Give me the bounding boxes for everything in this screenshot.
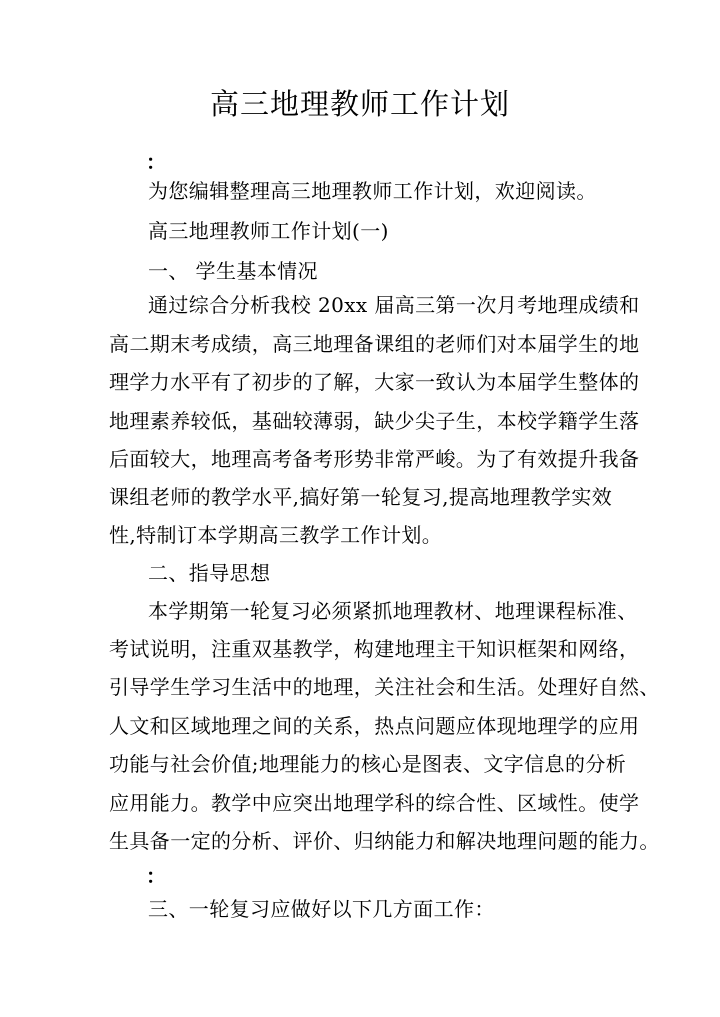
paragraph-line: 高二期末考成绩，高三地理备课组的老师们对本届学生的地 (109, 332, 640, 356)
colon-mark: ： (146, 150, 166, 174)
paragraph-line: 本学期第一轮复习必须紧抓地理教材、地理课程标准、 (148, 599, 638, 623)
paragraph-line: 生具备一定的分析、评价、归纳能力和解决地理问题的能力。 (109, 829, 660, 853)
paragraph-line: 后面较大，地理高考备考形势非常严峻。为了有效提升我备 (109, 447, 640, 471)
document-title: 高三地理教师工作计划 (209, 87, 510, 121)
paragraph-line: 理学力水平有了初步的了解，大家一致认为本届学生整体的 (109, 370, 640, 394)
paragraph-line: 性,特制订本学期高三教学工作计划。 (109, 523, 443, 547)
intro-paragraph: 为您编辑整理高三地理教师工作计划，欢迎阅读。 (148, 179, 597, 203)
paragraph-line: 通过综合分析我校 20xx 届高三第一次月考地理成绩和 (148, 293, 640, 317)
paragraph-line: 课组老师的教学水平,搞好第一轮复习,提高地理教学实效 (109, 485, 613, 509)
paragraph-line: 应用能力。教学中应突出地理学科的综合性、区域性。使学 (109, 791, 640, 815)
paragraph-line: 人文和区域地理之间的关系，热点问题应体现地理学的应用 (109, 714, 640, 738)
section-heading-review-work: 三、一轮复习应做好以下几方面工作： (148, 897, 495, 921)
section-heading-guiding-ideology: 二、指导思想 (148, 561, 271, 585)
section-heading-student-situation: 一、 学生基本情况 (148, 259, 318, 283)
paragraph-line: 引导学生学习生活中的地理，关注社会和生活。处理好自然、 (109, 675, 660, 699)
paragraph-line: 地理素养较低，基础较薄弱，缺少尖子生，本校学籍学生落 (109, 409, 640, 433)
colon-mark: ： (146, 864, 166, 888)
paragraph-line: 考试说明，注重双基教学，构建地理主干知识框架和网络， (109, 637, 640, 661)
plan-subtitle: 高三地理教师工作计划(一) (148, 219, 389, 243)
paragraph-line: 功能与社会价值;地理能力的核心是图表、文字信息的分析 (109, 752, 627, 776)
